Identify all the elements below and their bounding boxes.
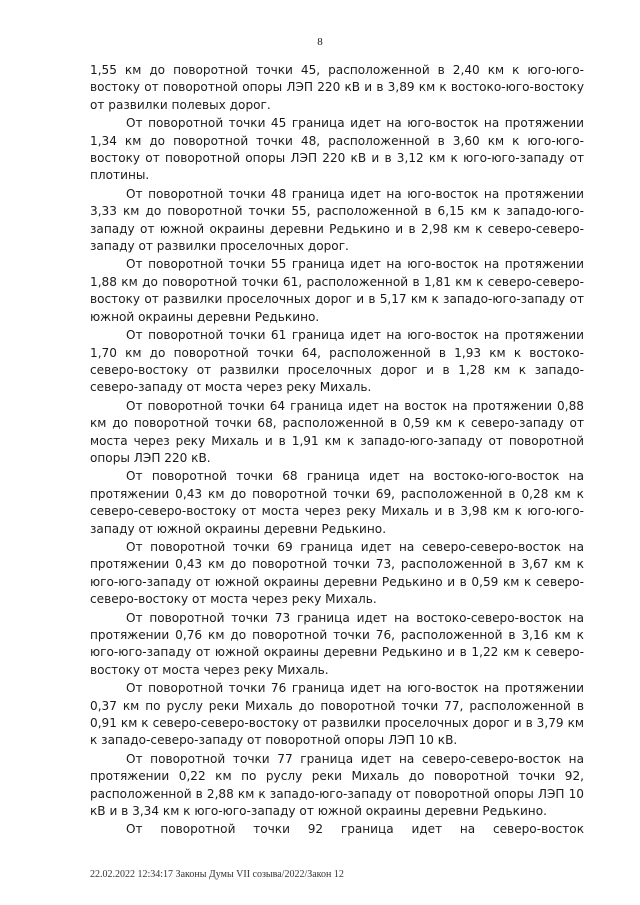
- paragraph: 1,55 км до поворотной точки 45, расположенной в 2,40 км к юго-юго-востоку от поворотной опоры ЛЭП 220 кВ и в 3,89 км к востоко-юго-востоку от развилки полевых дорог.: [90, 63, 584, 112]
- page-number: 8: [317, 36, 323, 48]
- document-footer: 22.02.2022 12:34:17 Законы Думы VII созыва/2022/Закон 12: [90, 869, 344, 880]
- paragraph: От поворотной точки 77 граница идет на северо-северо-восток на протяжении 0,22 км по руслу реки Михаль до поворотной точки 92, расположенной в 2,88 км к западо-юго-западу от поворотной опоры ЛЭП 10 кВ и в 3,34 км к юго-юго-западу от южной окраины деревни Редькино.: [90, 751, 584, 819]
- paragraph: От поворотной точки 48 граница идет на юго-восток на протяжении 3,33 км до поворотной точки 55, расположенной в 6,15 км к западо-юго-западу от южной окраины деревни Редькино и в 2,98 км к северо-северо-западу от развилки проселочных дорог.: [90, 186, 584, 254]
- paragraph: От поворотной точки 45 граница идет на юго-восток на протяжении 1,34 км до поворотной точки 48, расположенной в 3,60 км к юго-юго-востоку от поворотной опоры ЛЭП 220 кВ и в 3,12 км к юго-юго-западу от плотины.: [90, 116, 584, 183]
- paragraph: От поворотной точки 61 граница идет на юго-восток на протяжении 1,70 км до поворотной точки 64, расположенной в 1,93 км к востоко-северо-востоку от развилки проселочных дорог и в 1,28 км к западо-северо-западу от моста через реку Михаль.: [90, 328, 584, 395]
- paragraph: От поворотной точки 64 граница идет на восток на протяжении 0,88 км до поворотной точки 68, расположенной в 0,59 км к северо-западу от моста через реку Михаль и в 1,91 км к западо-юго-западу от поворотной опоры ЛЭП 220 кВ.: [90, 398, 584, 465]
- paragraph: От поворотной точки 69 граница идет на северо-северо-восток на протяжении 0,43 км до поворотной точки 73, расположенной в 3,67 км к юго-юго-западу от южной окраины деревни Редькино и в 0,59 км к северо-северо-востоку от моста через реку Михаль.: [90, 539, 584, 607]
- paragraph: От поворотной точки 55 граница идет на юго-восток на протяжении 1,88 км до поворотной точки 61, расположенной в 1,81 км к северо-северо-востоку от развилки проселочных дорог и в 5,17 км к западо-юго-западу от южной окраины деревни Редькино.: [90, 257, 584, 324]
- paragraph: От поворотной точки 76 граница идет на юго-восток на протяжении 0,37 км по руслу реки Михаль до поворотной точки 77, расположенной в 0,91 км к северо-северо-востоку от развилки проселочных дорог и в 3,79 км к западо-северо-западу от поворотной опоры ЛЭП 10 кВ.: [90, 681, 584, 748]
- paragraph: От поворотной точки 92 граница идет на северо-восток: [126, 822, 584, 837]
- paragraph: От поворотной точки 68 граница идет на востоко-юго-восток на протяжении 0,43 км до поворотной точки 69, расположенной в 0,28 км к северо-северо-востоку от моста через реку Михаль и в 3,98 км к юго-юго-западу от южной окраины деревни Редькино.: [90, 469, 584, 536]
- paragraph: От поворотной точки 73 граница идет на востоко-северо-восток на протяжении 0,76 км до поворотной точки 76, расположенной в 3,16 км к юго-юго-западу от южной окраины деревни Редькино и в 1,22 км к северо-востоку от моста через реку Михаль.: [90, 610, 584, 677]
- document-body: [90, 62, 584, 840]
